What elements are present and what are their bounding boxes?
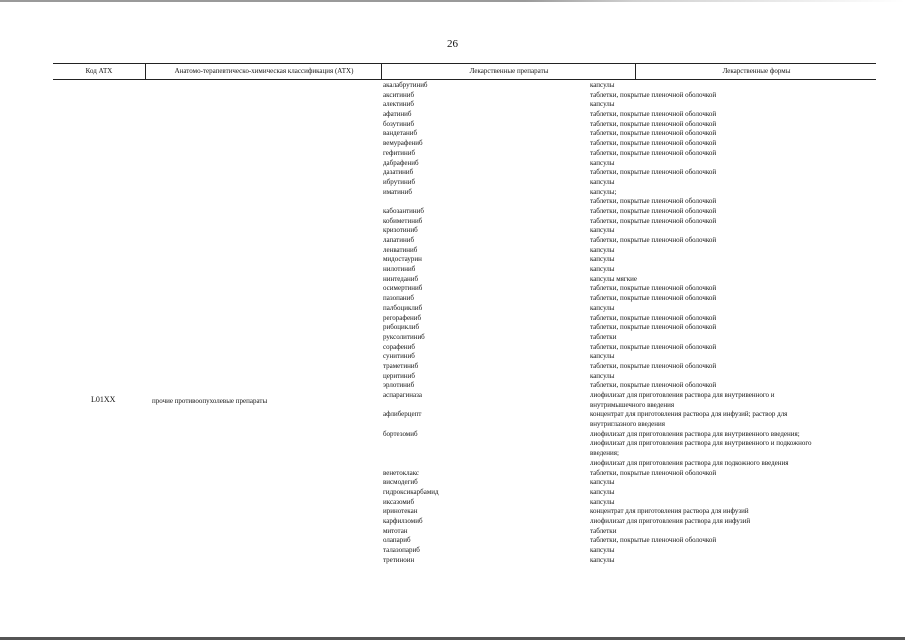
drug-name: рибоциклиб xyxy=(383,323,420,332)
drug-name xyxy=(383,401,583,411)
dosage-form: таблетки, покрытые пленочной оболочкой xyxy=(590,361,717,370)
dosage-form: таблетки xyxy=(590,526,617,535)
drug-name: олапариб xyxy=(383,536,411,545)
drug-name: регорафениб xyxy=(383,313,422,322)
dosage-form: капсулы xyxy=(590,265,615,274)
drug-name: бортезомиб xyxy=(383,429,418,438)
dosage-form: лиофилизат для приготовления раствора для внутривенного и подкожного xyxy=(590,439,812,448)
dosage-form: таблетки, покрытые пленочной оболочкой xyxy=(590,216,717,225)
drug-name: иксазомиб xyxy=(383,497,415,506)
drug-name: сорафениб xyxy=(383,342,415,351)
drug-name: кризотиниб xyxy=(383,226,418,235)
drug-name: эрлотиниб xyxy=(383,381,415,390)
drug-name xyxy=(383,197,583,207)
drug-name: вандетаниб xyxy=(383,129,418,138)
dosage-form: таблетки, покрытые пленочной оболочкой xyxy=(590,110,717,119)
drug-name: палбоциклиб xyxy=(383,303,423,312)
dosage-form: капсулы; xyxy=(590,187,617,196)
dosage-form: таблетки, покрытые пленочной оболочкой xyxy=(590,236,717,244)
drug-name: аспарагиназа xyxy=(383,391,423,399)
dosage-form: лиофилизат для приготовления раствора для инфузий xyxy=(590,516,751,525)
dosage-form: таблетки, покрытые пленочной оболочкой xyxy=(590,323,717,332)
drug-name: митотан xyxy=(383,526,408,535)
dosage-form: таблетки, покрытые пленочной оболочкой xyxy=(590,168,717,177)
header-code: Код АТХ xyxy=(85,67,113,75)
dosage-form: концентрат для приготовления раствора для инфузий; раствор для xyxy=(590,410,788,419)
drug-name: сунитиниб xyxy=(383,352,415,361)
drug-name: алектиниб xyxy=(383,100,414,109)
drug-name: дабрафениб xyxy=(383,158,419,167)
drug-name: осимертиниб xyxy=(383,284,423,293)
dosage-form: внутриглазного введения xyxy=(590,420,665,429)
dosage-form: таблетки, покрытые пленочной оболочкой xyxy=(590,206,717,215)
drug-name: мидостаурин xyxy=(383,255,422,264)
drug-name: карфилзомиб xyxy=(383,516,423,525)
dosage-form: внутримышечного введения xyxy=(590,400,675,409)
forms-column xyxy=(590,81,876,565)
drug-name xyxy=(383,439,583,449)
dosage-form: таблетки, покрытые пленочной оболочкой xyxy=(590,129,717,138)
atc-classification-name: прочие противоопухолевые препараты xyxy=(152,397,268,405)
drug-name: афатиниб xyxy=(383,110,412,119)
dosage-form: капсулы xyxy=(590,158,615,167)
dosage-form: капсулы xyxy=(590,81,615,89)
drug-name: траметиниб xyxy=(383,361,419,370)
dosage-form: концентрат для приготовления раствора для инфузий xyxy=(590,507,749,516)
dosage-form: таблетки, покрытые пленочной оболочкой xyxy=(590,119,717,128)
drug-name: акситиниб xyxy=(383,90,415,99)
drug-name: кобиметиниб xyxy=(383,216,423,225)
drug-name: талазопариб xyxy=(383,546,420,554)
scan-top-edge xyxy=(0,0,905,2)
page-number: 26 xyxy=(447,38,458,50)
drug-name: ибрутиниб xyxy=(383,177,416,186)
drug-name: кабозантиниб xyxy=(383,206,424,215)
drug-name xyxy=(383,449,583,459)
dosage-form: лиофилизат для приготовления раствора для внутривенного и xyxy=(590,391,775,399)
drug-name: церитиниб xyxy=(383,371,415,380)
dosage-form: капсулы xyxy=(590,100,615,109)
drug-name: дазатиниб xyxy=(383,168,414,177)
drug-name: гидроксикарбамид xyxy=(383,487,439,496)
table-header xyxy=(53,63,876,80)
drug-name: вемурафениб xyxy=(383,139,423,148)
atc-code: L01XX xyxy=(91,395,116,404)
dosage-form: таблетки, покрытые пленочной оболочкой xyxy=(590,313,717,322)
dosage-form: капсулы xyxy=(590,555,615,564)
dosage-form: таблетки, покрытые пленочной оболочкой xyxy=(590,536,717,545)
drug-name xyxy=(383,420,583,430)
dosage-form: таблетки, покрытые пленочной оболочкой xyxy=(590,294,717,303)
dosage-form: введения; xyxy=(590,449,619,458)
dosage-form: капсулы xyxy=(590,487,615,496)
drug-name: афлиберцепт xyxy=(383,410,422,419)
dosage-form: таблетки, покрытые пленочной оболочкой xyxy=(590,139,717,148)
drug-name xyxy=(383,459,583,469)
dosage-form: капсулы xyxy=(590,226,615,235)
drug-name: третиноин xyxy=(383,555,415,564)
dosage-form: капсулы xyxy=(590,478,615,487)
drug-name: пазопаниб xyxy=(383,294,414,303)
drug-name: нинтеданиб xyxy=(383,274,419,283)
dosage-form: лиофилизат для приготовления раствора для внутривенного введения; xyxy=(590,429,800,438)
dosage-form: таблетки, покрытые пленочной оболочкой xyxy=(590,90,717,99)
dosage-form: капсулы xyxy=(590,371,615,380)
header-drugs: Лекарственные препараты xyxy=(381,64,636,79)
dosage-form: капсулы xyxy=(590,546,615,554)
drug-name: нилотиниб xyxy=(383,265,416,274)
dosage-form: капсулы xyxy=(590,303,615,312)
drug-name: руксолитиниб xyxy=(383,332,425,341)
drug-name: висмодегиб xyxy=(383,478,418,487)
dosage-form: лиофилизат для приготовления раствора для подкожного введения xyxy=(590,458,789,467)
drug-name: ленватиниб xyxy=(383,245,418,254)
header-classification: Анатомо-терапевтическо-химическая классификация (АТХ) xyxy=(145,64,382,79)
dosage-form: таблетки, покрытые пленочной оболочкой xyxy=(590,284,717,293)
drug-name: лапатиниб xyxy=(383,236,415,244)
drug-name: иматиниб xyxy=(383,187,412,196)
dosage-form: капсулы xyxy=(590,245,615,254)
dosage-form: капсулы xyxy=(590,352,615,361)
dosage-form: таблетки, покрытые пленочной оболочкой xyxy=(590,381,717,390)
drug-name: иринотекан xyxy=(383,507,418,516)
drug-name: бозутиниб xyxy=(383,119,415,128)
dosage-form: таблетки, покрытые пленочной оболочкой xyxy=(590,148,717,157)
dosage-form: капсулы xyxy=(590,177,615,186)
dosage-form: таблетки xyxy=(590,332,617,341)
dosage-form: капсулы мягкие xyxy=(590,274,637,283)
dosage-form: капсулы xyxy=(590,497,615,506)
drug-name: акалабрутиниб xyxy=(383,81,428,89)
dosage-form: таблетки, покрытые пленочной оболочкой xyxy=(590,342,717,351)
drug-name: гефитиниб xyxy=(383,148,416,157)
header-forms: Лекарственные формы xyxy=(635,64,877,79)
drugs-column xyxy=(383,81,583,565)
drug-name: венетоклакс xyxy=(383,468,420,477)
dosage-form: таблетки, покрытые пленочной оболочкой xyxy=(590,468,717,477)
dosage-form: таблетки, покрытые пленочной оболочкой xyxy=(590,197,717,206)
dosage-form: капсулы xyxy=(590,255,615,264)
